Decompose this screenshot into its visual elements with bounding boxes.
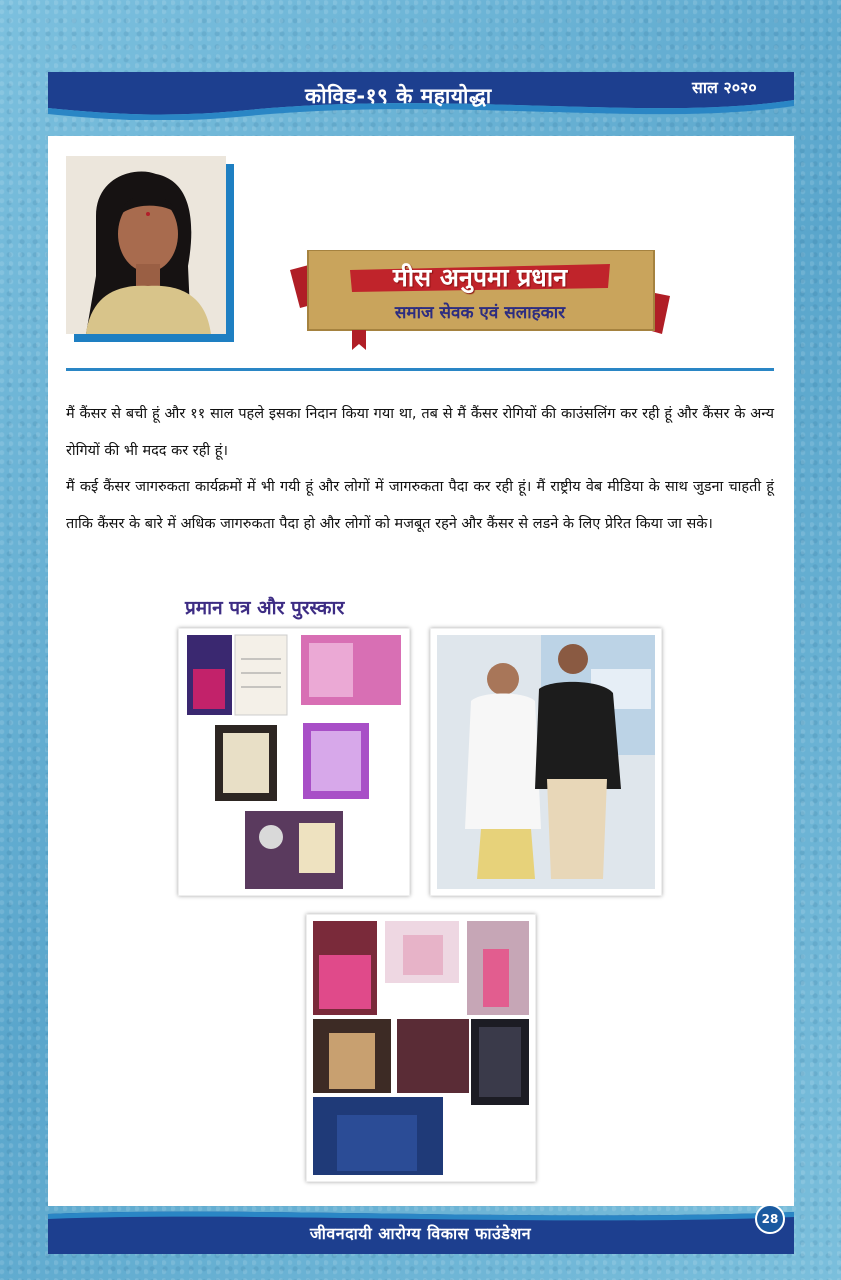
certificates-collage bbox=[178, 628, 410, 896]
award-event-photo bbox=[430, 628, 662, 896]
footer-organization: जीवनदायी आरोग्य विकास फाउंडेशन bbox=[309, 1224, 532, 1243]
divider bbox=[66, 368, 774, 371]
profile-photo bbox=[66, 156, 226, 334]
awards-heading: प्रमान पत्र और पुरस्कार bbox=[185, 597, 345, 619]
events-collage bbox=[306, 914, 536, 1182]
profile-name: मीस अनुपमा प्रधान bbox=[392, 263, 568, 292]
header-title: कोविड-१९ के महायोद्धा bbox=[305, 84, 492, 108]
body-paragraph-2: मैं कई कैंसर जागरुकता कार्यक्रमों में भी गयी हूं और लोगों में जागरुकता पैदा कर रही हूं। मैं राष्ट्रीय वेब मीडिया के साथ जुडना चाहती हूं ताकि कैंसर के बारे में अधिक जागरुकता पैदा हो और लोगों को मजबूत रहने और कैंसर से लडने के लिए प्रेरित किया जा सके। bbox=[66, 479, 774, 532]
profile-role: समाज सेवक एवं सलाहकार bbox=[394, 303, 566, 323]
page-number: 28 bbox=[755, 1204, 785, 1234]
body-text bbox=[66, 396, 774, 542]
header-year: साल २०२० bbox=[692, 78, 757, 97]
body-paragraph-1: मैं कैंसर से बची हूं और ११ साल पहले इसका निदान किया गया था, तब से मैं कैंसर रोगियों की काउंसलिंग कर रही हूं और कैंसर के अन्य रोगियों की भी मदद कर रही हूं। bbox=[66, 406, 774, 459]
